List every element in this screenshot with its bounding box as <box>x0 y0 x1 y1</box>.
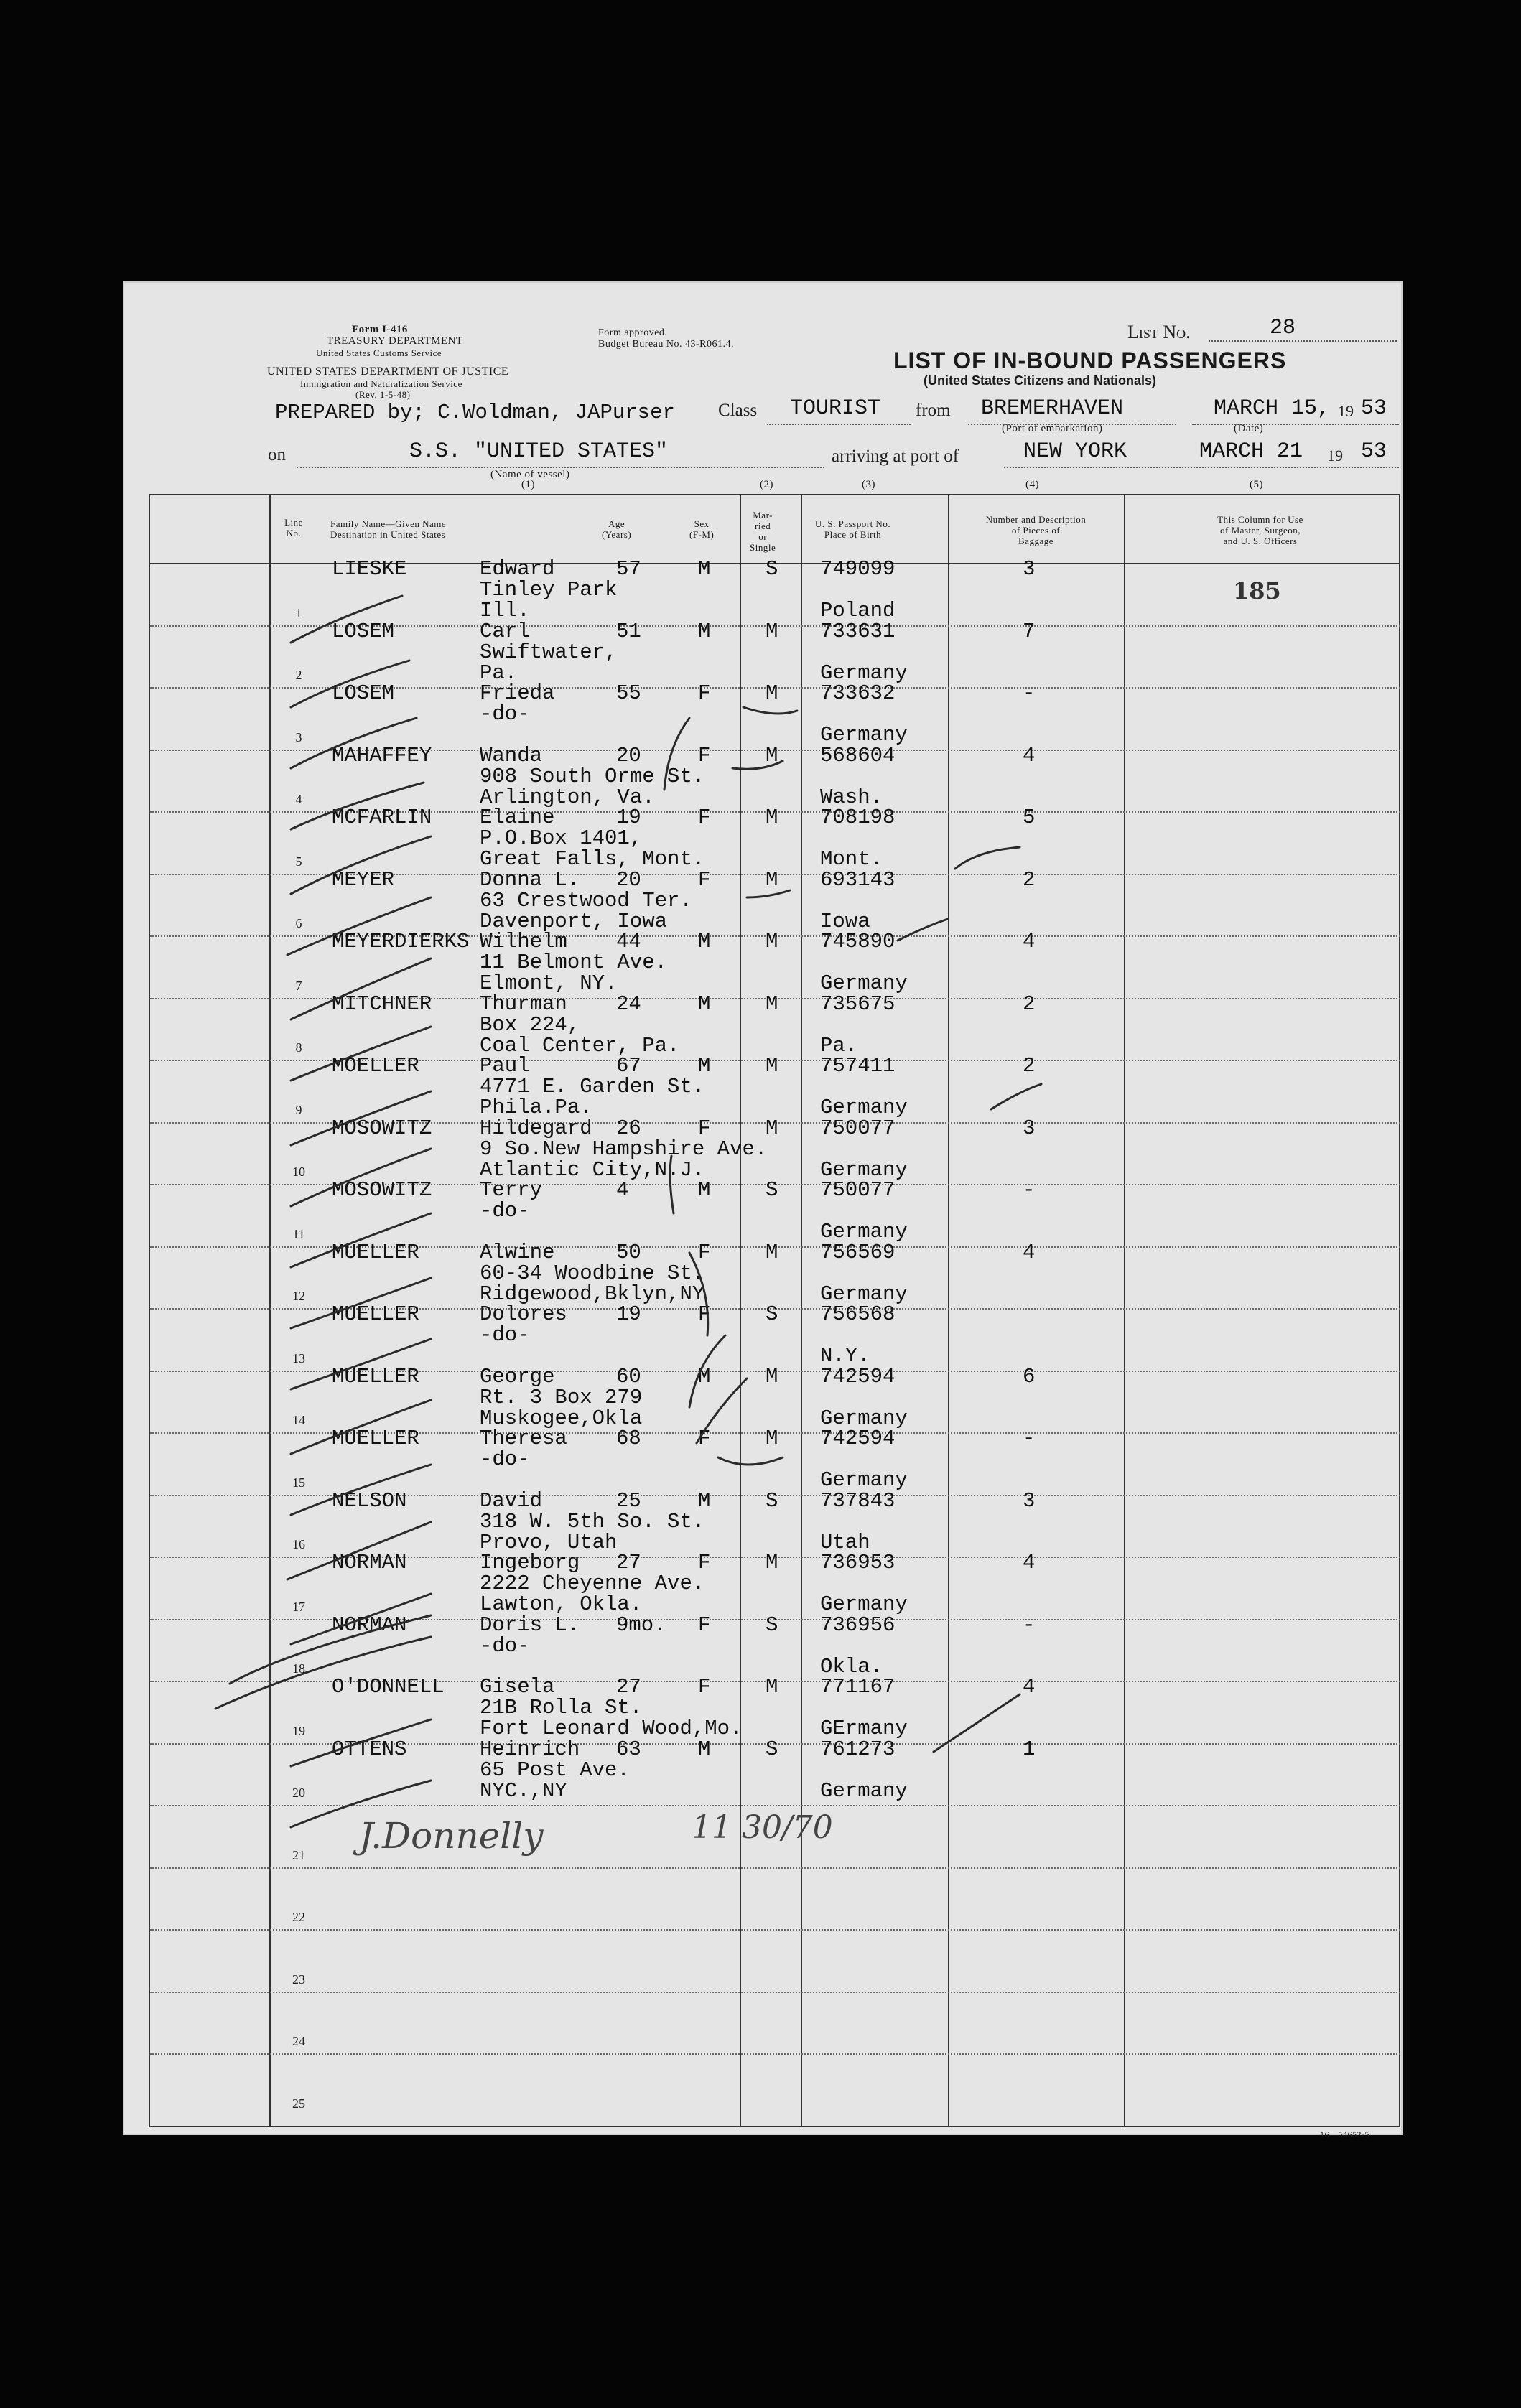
baggage-count: 3 <box>1023 557 1036 581</box>
destination-address-line: 9 So.New Hampshire Ave. <box>480 1137 768 1161</box>
passport-number: 736953 <box>820 1551 896 1574</box>
class-value: TOURIST <box>790 396 881 421</box>
age: 4 <box>616 1178 629 1202</box>
footer-code: 16—54652-5 <box>1320 2129 1369 2139</box>
destination-address-line: 11 Belmont Ave. <box>480 951 668 974</box>
sex: F <box>698 1613 711 1637</box>
baggage-count: - <box>1023 1178 1036 1202</box>
age: 68 <box>616 1427 641 1450</box>
destination-address-line: 21B Rolla St. <box>480 1696 643 1719</box>
married-status: S <box>766 1737 778 1761</box>
given-name: Donna L. <box>480 868 580 892</box>
form-number: Form I-416 <box>352 324 408 335</box>
sex: F <box>698 744 711 767</box>
header-officers: This Column for Use of Master, Surgeon, and U. S. Officers <box>1217 514 1303 546</box>
married-status: M <box>766 1241 778 1264</box>
married-status: M <box>766 868 778 892</box>
place-of-birth: Mont. <box>820 847 883 871</box>
family-name: MUELLER <box>332 1427 419 1450</box>
line-number: 2 <box>295 668 302 682</box>
col-number-2: (2) <box>760 479 773 490</box>
baggage-count: 5 <box>1023 806 1036 829</box>
prepared-by: PREPARED by; C.Woldman, JAPurser <box>275 401 675 424</box>
age: 19 <box>616 1302 641 1326</box>
destination-address-line: 908 South Orme St. <box>480 765 705 788</box>
vessel-name: S.S. "UNITED STATES" <box>409 439 669 464</box>
age: 26 <box>616 1116 641 1140</box>
line-number: 22 <box>292 1910 305 1924</box>
destination-address-line: Ill. <box>480 599 530 622</box>
departure-year: 53 <box>1361 396 1387 421</box>
sex: F <box>698 681 711 705</box>
date-caption: (Date) <box>1234 423 1264 434</box>
place-of-birth: Germany <box>820 1096 908 1119</box>
given-name: Gisela <box>480 1675 555 1699</box>
baggage-count: 4 <box>1023 744 1036 767</box>
arrival-year-prefix: 19 <box>1327 447 1343 465</box>
destination-address-line: -do- <box>480 1323 530 1347</box>
sex: F <box>698 868 711 892</box>
baggage-count: 3 <box>1023 1489 1036 1513</box>
sex: F <box>698 1302 711 1326</box>
married-status: S <box>766 1302 778 1326</box>
destination-address-line: Provo, Utah <box>480 1531 618 1554</box>
married-status: M <box>766 806 778 829</box>
header-sex: Sex (F-M) <box>689 518 715 540</box>
married-status: M <box>766 1054 778 1078</box>
line-number: 17 <box>292 1600 305 1614</box>
port-of-embarkation: BREMERHAVEN <box>981 396 1124 421</box>
place-of-birth: Poland <box>820 599 896 622</box>
header-age: Age (Years) <box>602 518 632 540</box>
given-name: Ingeborg <box>480 1551 580 1574</box>
on-label: on <box>268 445 286 465</box>
form-revision: (Rev. 1-5-48) <box>355 389 411 400</box>
married-status: S <box>766 1489 778 1513</box>
line-number: 11 <box>292 1227 305 1241</box>
place-of-birth: Wash. <box>820 785 883 809</box>
age: 27 <box>616 1551 641 1574</box>
line-number: 4 <box>295 792 302 806</box>
agency-treasury: TREASURY DEPARTMENT <box>327 335 463 347</box>
list-no-value: 28 <box>1270 316 1296 340</box>
family-name: NORMAN <box>332 1613 407 1637</box>
line-number: 23 <box>292 1972 305 1987</box>
given-name: Thurman <box>480 992 567 1016</box>
baggage-count: 4 <box>1023 930 1036 953</box>
agency-ins: Immigration and Naturalization Service <box>300 378 462 389</box>
line-number: 24 <box>292 2034 305 2048</box>
baggage-count: 3 <box>1023 1116 1036 1140</box>
age: 19 <box>616 806 641 829</box>
family-name: MEYER <box>332 868 395 892</box>
age: 20 <box>616 744 641 767</box>
age: 20 <box>616 868 641 892</box>
passport-number: 750077 <box>820 1116 896 1140</box>
family-name: MCFARLIN <box>332 806 432 829</box>
baggage-count: 6 <box>1023 1365 1036 1389</box>
destination-address-line: 318 W. 5th So. St. <box>480 1510 705 1534</box>
age: 50 <box>616 1241 641 1264</box>
sex: F <box>698 1551 711 1574</box>
married-status: M <box>766 1116 778 1140</box>
col-number-4: (4) <box>1025 479 1039 490</box>
married-status: M <box>766 1365 778 1389</box>
given-name: Wanda <box>480 744 543 767</box>
sex: M <box>698 1365 711 1389</box>
passport-number: 745890 <box>820 930 896 953</box>
married-status: S <box>766 1613 778 1637</box>
given-name: David <box>480 1489 543 1513</box>
from-label: from <box>916 401 951 420</box>
family-name: MUELLER <box>332 1241 419 1264</box>
passport-number: 757411 <box>820 1054 896 1078</box>
family-name: MOSOWITZ <box>332 1178 432 1202</box>
passport-number: 737843 <box>820 1489 896 1513</box>
line-number: 3 <box>295 730 302 745</box>
passport-number: 708198 <box>820 806 896 829</box>
list-no-label: List No. <box>1127 322 1191 342</box>
col-number-5: (5) <box>1250 479 1263 490</box>
header-name: Family Name—Given Name Destination in United States <box>330 518 447 540</box>
sex: M <box>698 1737 711 1761</box>
line-number: 18 <box>292 1661 305 1676</box>
baggage-count: 2 <box>1023 868 1036 892</box>
given-name: Hildegard <box>480 1116 592 1140</box>
departure-year-prefix: 19 <box>1338 402 1354 420</box>
passport-number: 742594 <box>820 1427 896 1450</box>
place-of-birth: Germany <box>820 971 908 995</box>
given-name: Paul <box>480 1054 530 1078</box>
line-number: 15 <box>292 1475 305 1490</box>
arriving-label: arriving at port of <box>832 447 959 466</box>
arrival-date: MARCH 21 <box>1199 439 1303 464</box>
place-of-birth: Iowa <box>820 910 870 933</box>
passport-number: 568604 <box>820 744 896 767</box>
baggage-count: 7 <box>1023 620 1036 643</box>
place-of-birth: Okla. <box>820 1655 883 1679</box>
given-name: Theresa <box>480 1427 567 1450</box>
header-line-no: Line No. <box>284 517 303 538</box>
given-name: Edward <box>480 557 555 581</box>
sex: F <box>698 1241 711 1264</box>
family-name: MUELLER <box>332 1365 419 1389</box>
family-name: MAHAFFEY <box>332 744 432 767</box>
line-number: 5 <box>295 854 302 869</box>
family-name: MOELLER <box>332 1054 419 1078</box>
port-caption: (Port of embarkation) <box>1002 423 1103 434</box>
place-of-birth: GErmany <box>820 1717 908 1740</box>
place-of-birth: Germany <box>820 1468 908 1492</box>
line-number: 7 <box>295 979 302 993</box>
destination-address-line: Arlington, Va. <box>480 785 655 809</box>
line-number: 13 <box>292 1351 305 1366</box>
family-name: MUELLER <box>332 1302 419 1326</box>
age: 51 <box>616 620 641 643</box>
age: 55 <box>616 681 641 705</box>
married-status: M <box>766 681 778 705</box>
place-of-birth: Germany <box>820 723 908 747</box>
passport-number: 771167 <box>820 1675 896 1699</box>
passport-number: 761273 <box>820 1737 896 1761</box>
sex: M <box>698 992 711 1016</box>
age: 60 <box>616 1365 641 1389</box>
destination-address-line: Tinley Park <box>480 578 618 602</box>
passport-number: 756569 <box>820 1241 896 1264</box>
given-name: Dolores <box>480 1302 567 1326</box>
passport-number: 733631 <box>820 620 896 643</box>
sex: F <box>698 1675 711 1699</box>
header-married: Mar- ried or Single <box>750 510 776 553</box>
agency-justice: UNITED STATES DEPARTMENT OF JUSTICE <box>267 365 509 378</box>
destination-address-line: Lawton, Okla. <box>480 1592 643 1616</box>
place-of-birth: N.Y. <box>820 1344 870 1368</box>
line-number: 19 <box>292 1724 305 1738</box>
line-number: 1 <box>295 606 302 620</box>
destination-address-line: 2222 Cheyenne Ave. <box>480 1572 705 1595</box>
destination-address-line: Muskogee,Okla <box>480 1406 643 1430</box>
married-status: M <box>766 992 778 1016</box>
baggage-count: - <box>1023 1613 1036 1637</box>
col-number-3: (3) <box>862 479 875 490</box>
place-of-birth: Germany <box>820 1779 908 1803</box>
sex: M <box>698 620 711 643</box>
family-name: NELSON <box>332 1489 407 1513</box>
officer-note: 185 <box>1233 577 1281 605</box>
line-number: 25 <box>292 2096 305 2111</box>
passport-number: 733632 <box>820 681 896 705</box>
line-number: 6 <box>295 916 302 930</box>
destination-address-line: Rt. 3 Box 279 <box>480 1386 643 1409</box>
baggage-count: 1 <box>1023 1737 1036 1761</box>
given-name: George <box>480 1365 555 1389</box>
destination-address-line: 60-34 Woodbine St. <box>480 1261 705 1285</box>
class-label: Class <box>718 401 758 420</box>
age: 27 <box>616 1675 641 1699</box>
passport-number: 735675 <box>820 992 896 1016</box>
family-name: LIESKE <box>332 557 407 581</box>
header-passport: U. S. Passport No. Place of Birth <box>815 518 891 540</box>
age: 25 <box>616 1489 641 1513</box>
sex: M <box>698 1489 711 1513</box>
destination-address-line: -do- <box>480 1447 530 1471</box>
place-of-birth: Germany <box>820 1592 908 1616</box>
budget-bureau: Budget Bureau No. 43-R061.4. <box>598 339 734 350</box>
destination-address-line: Great Falls, Mont. <box>480 847 705 871</box>
married-status: M <box>766 744 778 767</box>
family-name: O'DONNELL <box>332 1675 445 1699</box>
family-name: MITCHNER <box>332 992 432 1016</box>
given-name: Doris L. <box>480 1613 580 1637</box>
given-name: Carl <box>480 620 530 643</box>
destination-address-line: -do- <box>480 1199 530 1223</box>
family-name: OTTENS <box>332 1737 407 1761</box>
col-number-1: (1) <box>521 479 535 490</box>
given-name: Terry <box>480 1178 543 1202</box>
destination-address-line: Ridgewood,Bklyn,NY <box>480 1282 705 1306</box>
passport-number: 750077 <box>820 1178 896 1202</box>
agency-customs: United States Customs Service <box>316 347 442 358</box>
married-status: M <box>766 1427 778 1450</box>
destination-address-line: Box 224, <box>480 1013 580 1037</box>
line-number: 10 <box>292 1165 305 1179</box>
baggage-count: 4 <box>1023 1675 1036 1699</box>
baggage-count: 2 <box>1023 1054 1036 1078</box>
married-status: M <box>766 930 778 953</box>
married-status: S <box>766 557 778 581</box>
age: 57 <box>616 557 641 581</box>
vessel-caption: (Name of vessel) <box>490 469 570 480</box>
married-status: M <box>766 1551 778 1574</box>
sex: M <box>698 1178 711 1202</box>
given-name: Frieda <box>480 681 555 705</box>
destination-address-line: Fort Leonard Wood,Mo. <box>480 1717 743 1740</box>
departure-date: MARCH 15, <box>1214 396 1331 421</box>
family-name: LOSEM <box>332 620 395 643</box>
form-approval: Form approved. <box>598 327 668 338</box>
passport-number: 742594 <box>820 1365 896 1389</box>
age: 9mo. <box>616 1613 666 1637</box>
officer-signature: J.Donnelly <box>359 1815 544 1857</box>
place-of-birth: Germany <box>820 1282 908 1306</box>
place-of-birth: Pa. <box>820 1034 858 1058</box>
destination-address-line: Pa. <box>480 661 518 685</box>
place-of-birth: Germany <box>820 1406 908 1430</box>
family-name: MOSOWITZ <box>332 1116 432 1140</box>
sex: M <box>698 930 711 953</box>
header-baggage: Number and Description of Pieces of Baggage <box>985 514 1087 546</box>
destination-address-line: 63 Crestwood Ter. <box>480 889 692 913</box>
sex: F <box>698 1116 711 1140</box>
line-number: 9 <box>295 1103 302 1117</box>
destination-address-line: -do- <box>480 1634 530 1658</box>
given-name: Wilhelm <box>480 930 567 953</box>
baggage-count: 4 <box>1023 1241 1036 1264</box>
sex: F <box>698 806 711 829</box>
line-number: 8 <box>295 1040 302 1055</box>
destination-address-line: 65 Post Ave. <box>480 1758 630 1782</box>
destination-address-line: -do- <box>480 702 530 726</box>
place-of-birth: Germany <box>820 661 908 685</box>
age: 67 <box>616 1054 641 1078</box>
destination-address-line: NYC.,NY <box>480 1779 567 1803</box>
age: 24 <box>616 992 641 1016</box>
destination-address-line: P.O.Box 1401, <box>480 826 643 850</box>
baggage-count: - <box>1023 681 1036 705</box>
destination-address-line: Phila.Pa. <box>480 1096 592 1119</box>
passport-number: 693143 <box>820 868 896 892</box>
destination-address-line: Elmont, NY. <box>480 971 618 995</box>
married-status: M <box>766 620 778 643</box>
place-of-birth: Germany <box>820 1220 908 1243</box>
passport-number: 756568 <box>820 1302 896 1326</box>
line-number: 16 <box>292 1537 305 1551</box>
place-of-birth: Utah <box>820 1531 870 1554</box>
line-number: 14 <box>292 1413 305 1427</box>
line-number: 12 <box>292 1289 305 1303</box>
line-number: 21 <box>292 1848 305 1862</box>
line-number: 20 <box>292 1786 305 1800</box>
sex: M <box>698 557 711 581</box>
destination-address-line: Davenport, Iowa <box>480 910 668 933</box>
sex: M <box>698 1054 711 1078</box>
given-name: Alwine <box>480 1241 555 1264</box>
baggage-count: - <box>1023 1427 1036 1450</box>
given-name: Heinrich <box>480 1737 580 1761</box>
baggage-count: 4 <box>1023 1551 1036 1574</box>
arrival-year: 53 <box>1361 439 1387 464</box>
destination-address-line: Atlantic City,N.J. <box>480 1158 705 1182</box>
family-name: LOSEM <box>332 681 395 705</box>
place-of-birth: Germany <box>820 1158 908 1182</box>
family-name: NORMAN <box>332 1551 407 1574</box>
family-name: MEYERDIERKS <box>332 930 470 953</box>
married-status: S <box>766 1178 778 1202</box>
handwritten-annotation: 11 30/70 <box>692 1809 833 1846</box>
age: 63 <box>616 1737 641 1761</box>
destination-address-line: Swiftwater, <box>480 640 618 664</box>
document-subtitle: (United States Citizens and Nationals) <box>924 373 1157 388</box>
baggage-count: 2 <box>1023 992 1036 1016</box>
married-status: M <box>766 1675 778 1699</box>
destination-address-line: 4771 E. Garden St. <box>480 1075 705 1098</box>
document-title: LIST OF IN-BOUND PASSENGERS <box>893 347 1287 373</box>
destination-address-line: Coal Center, Pa. <box>480 1034 680 1058</box>
age: 44 <box>616 930 641 953</box>
arrival-port: NEW YORK <box>1023 439 1127 464</box>
passport-number: 749099 <box>820 557 896 581</box>
given-name: Elaine <box>480 806 555 829</box>
sex: F <box>698 1427 711 1450</box>
passport-number: 736956 <box>820 1613 896 1637</box>
